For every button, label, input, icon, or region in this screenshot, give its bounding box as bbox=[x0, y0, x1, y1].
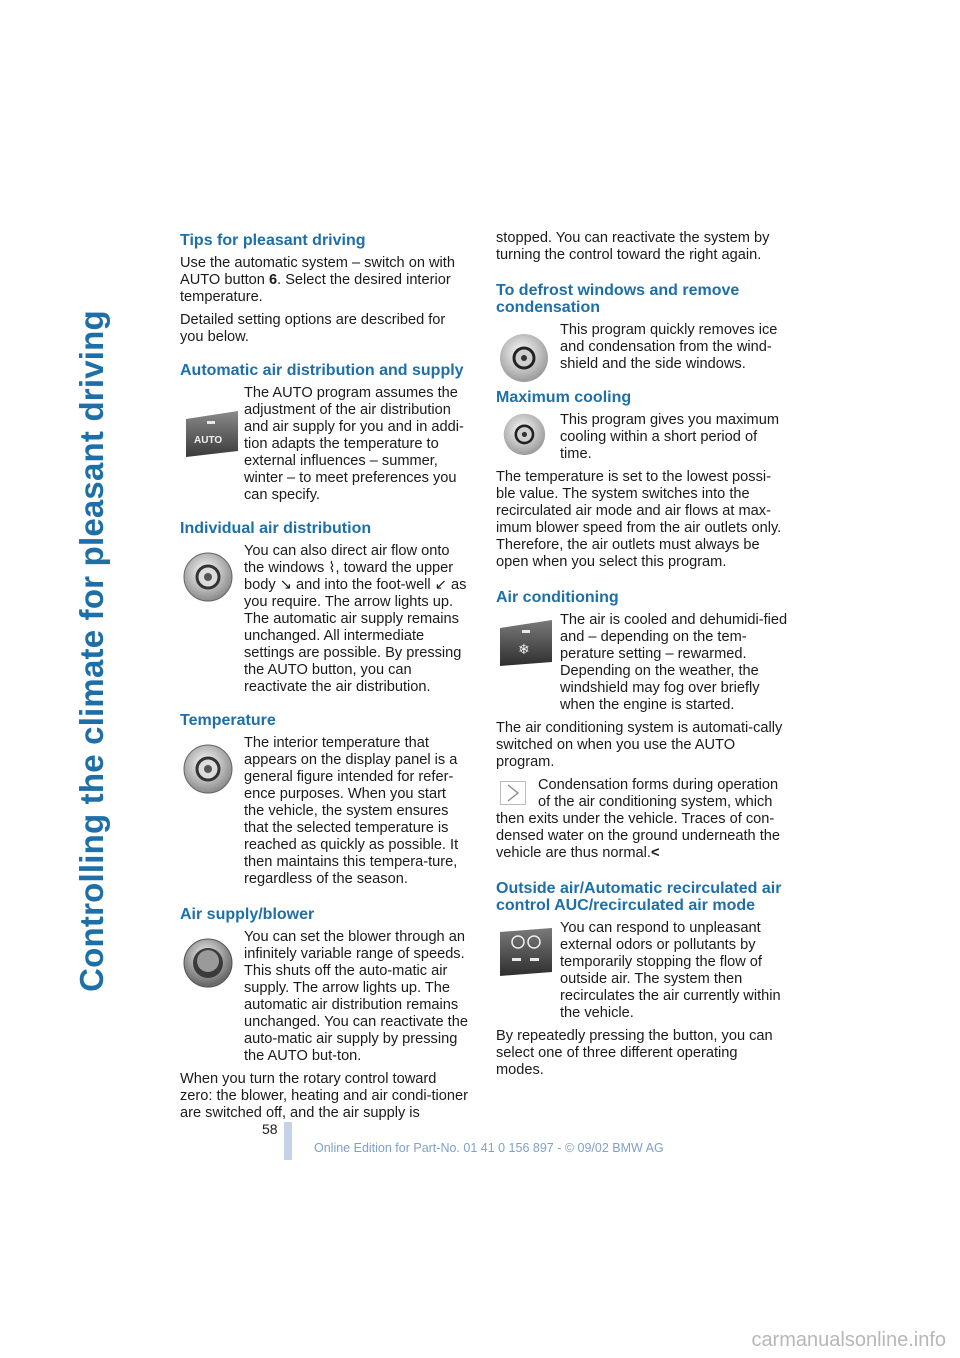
maxcool-section bbox=[496, 412, 788, 463]
defrost-section bbox=[496, 322, 788, 373]
individual-section bbox=[180, 543, 470, 696]
heading-maximum-cooling: Maximum cooling bbox=[496, 389, 632, 406]
heading-temperature: Temperature bbox=[180, 712, 276, 729]
defrost-paragraph: This program quickly removes ice and condensation from the wind-shield and the side windows. bbox=[560, 322, 778, 372]
outside-air-section bbox=[496, 920, 788, 1022]
heading-outside-air: Outside air/Automatic recirculated air control AUC/recirculated air mode bbox=[496, 880, 782, 914]
heading-blower: Air supply/blower bbox=[180, 906, 315, 923]
left-column bbox=[180, 230, 470, 1128]
svg-text:AUTO: AUTO bbox=[194, 435, 223, 446]
heading-individual-distribution: Individual air distribution bbox=[180, 520, 372, 537]
chapter-side-title: Controlling the climate for pleasant driving bbox=[73, 310, 110, 992]
tips-paragraph-1: Use the automatic system – switch on with AUTO button 6. Select the desired interior temperature. bbox=[180, 255, 455, 305]
watermark: carmanualsonline.info bbox=[751, 1329, 946, 1351]
heading-defrost: To defrost windows and remove condensation bbox=[496, 282, 740, 316]
auto-section bbox=[180, 385, 470, 504]
blower-paragraph-1: You can set the blower through an infinitely variable range of speeds. This shuts off the auto-matic air supply. The arrow lights up. The automatic air distribution remains unchanged. You can reactivate the auto-matic air supply by pressing the AUTO but-ton. bbox=[244, 929, 468, 1064]
windows-air-icon: ⌇ bbox=[328, 560, 336, 576]
outside-air-paragraph-2: By repeatedly pressing the button, you can select one of three different operating modes. bbox=[496, 1028, 773, 1078]
heading-tips: Tips for pleasant driving bbox=[180, 232, 366, 249]
continued-paragraph: stopped. You can reactivate the system by turning the control toward the right again. bbox=[496, 230, 770, 263]
rotary-knob-illustration bbox=[180, 549, 242, 607]
auto-paragraph: The AUTO program assumes the adjustment of the air distribution and air supply for you and in addi-tion adapts the temperature to external influences – summer, winter – to meet preferences you can specify. bbox=[244, 385, 464, 503]
upper-body-air-icon: ↘ bbox=[279, 577, 292, 593]
auto-button-illustration bbox=[180, 407, 242, 465]
recirculation-button-illustration bbox=[496, 924, 558, 982]
ac-note-paragraph: Condensation forms during operation of the air conditioning system, which then exits under the vehicle. Traces of con-densed water on the ground underneath the vehicle are thus normal.< bbox=[496, 777, 780, 861]
blower-section bbox=[180, 929, 470, 1065]
individual-paragraph: You can also direct air flow onto the windows ⌇, toward the upper body ↘ and into the foot-well ↙ as you require. The arrow lights up. The automatic air supply remains unchanged. All intermediate settings are possible. By pressing the AUTO button, you can reactivate the air distribution. bbox=[244, 543, 467, 695]
footer-edition-note: Online Edition for Part-No. 01 41 0 156 897 - © 09/02 BMW AG bbox=[314, 1141, 664, 1155]
end-of-note-marker: < bbox=[650, 845, 660, 861]
svg-text:❄: ❄ bbox=[518, 642, 530, 658]
ac-section bbox=[496, 612, 788, 714]
heading-air-conditioning: Air conditioning bbox=[496, 589, 619, 606]
max-cooling-button-illustration bbox=[496, 412, 558, 462]
ac-button-illustration bbox=[496, 616, 558, 674]
right-column bbox=[496, 230, 788, 1085]
ac-note bbox=[496, 777, 788, 862]
blower-knob-illustration bbox=[180, 935, 242, 993]
temperature-knob-illustration bbox=[180, 741, 242, 799]
temperature-section bbox=[180, 735, 470, 888]
note-triangle-icon bbox=[500, 781, 526, 805]
ac-paragraph-1: The air is cooled and dehumidi-fied and – depending on the tem-perature setting – rewarmed. Depending on the weather, the windshield may fog over briefly when the engine is started. bbox=[560, 612, 788, 713]
temperature-paragraph: The interior temperature that appears on the display panel is a general figure intended for refer-ence purposes. When you start the vehicle, the system ensures that the selected temperature is reached as quickly as possible. It then maintains this tempera-ture, regardless of the season. bbox=[244, 735, 459, 887]
footwell-air-icon: ↙ bbox=[434, 577, 447, 593]
tips-paragraph-2: Detailed setting options are described for you below. bbox=[180, 312, 446, 345]
heading-auto-distribution: Automatic air distribution and supply bbox=[180, 362, 464, 379]
footer-accent-bar bbox=[284, 1122, 292, 1160]
ac-paragraph-2: The air conditioning system is automati-cally switched on when you use the AUTO program. bbox=[496, 720, 783, 770]
maxcool-paragraph-2: The temperature is set to the lowest possi-ble value. The system switches into the recirculated air mode and air flows at max-imum blower speed from the air outlets only. Therefore, the air outlets must always be open when you select this program. bbox=[496, 469, 782, 570]
outside-air-paragraph-1: You can respond to unpleasant external odors or pollutants by temporarily stopping the flow of outside air. The system then recirculates the air currently within the vehicle. bbox=[560, 920, 781, 1021]
blower-paragraph-2: When you turn the rotary control toward zero: the blower, heating and air condi-tioner are switched off, and the air supply is bbox=[180, 1071, 468, 1121]
defrost-button-illustration bbox=[496, 330, 558, 388]
page-number: 58 bbox=[262, 1121, 278, 1137]
maxcool-paragraph-1: This program gives you maximum cooling within a short period of time. bbox=[560, 412, 779, 462]
